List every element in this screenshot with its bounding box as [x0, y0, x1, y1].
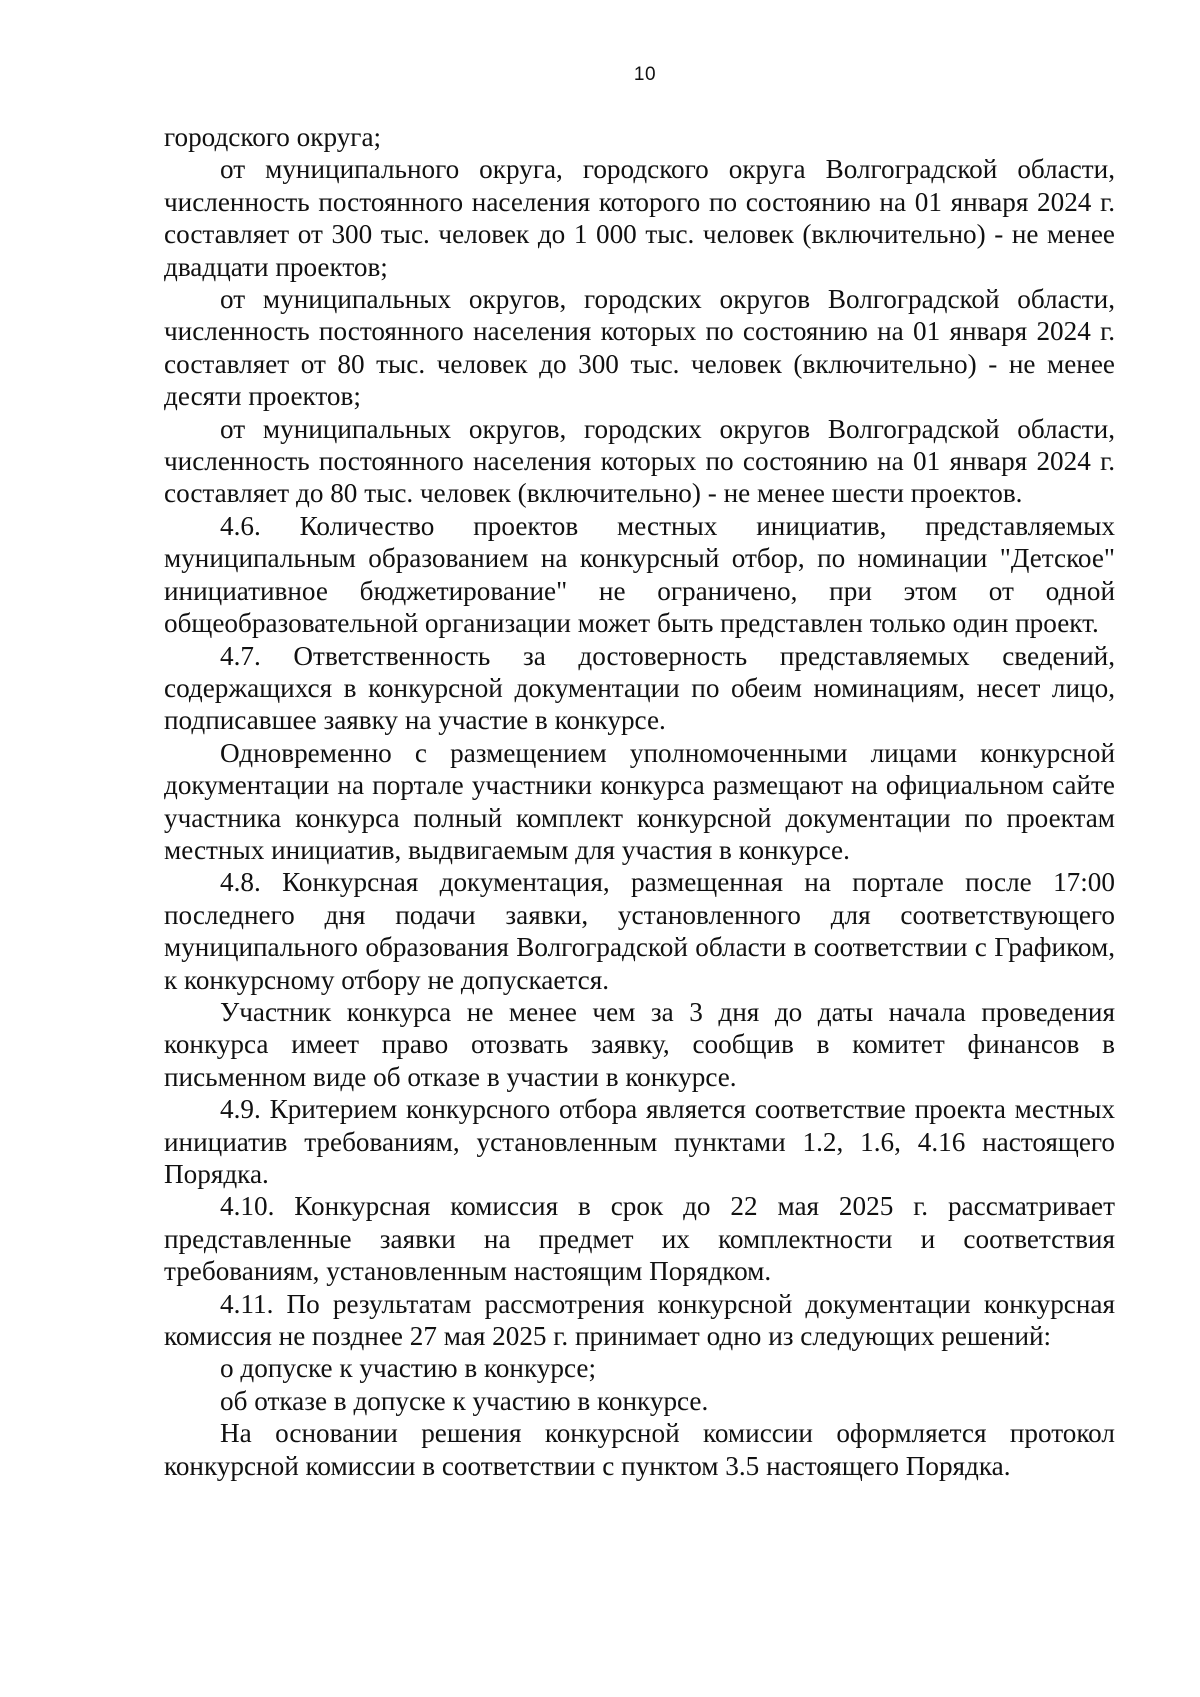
list-item: о допуске к участию в конкурсе;	[220, 1353, 597, 1384]
paragraph-4-10: 4.10. Конкурсная комиссия в срок до 22 мая 2025 г. рассматривает представленные заявки на предмет их комплектности и соответствия требованиям, установленным настоящим Порядком.	[164, 1191, 1115, 1287]
paragraph-4-9: 4.9. Критерием конкурсного отбора является соответствие проекта местных инициатив требованиям, установленным пунктами 1.2, 1.6, 4.16 настоящего Порядка.	[164, 1094, 1115, 1189]
paragraph-4-8: 4.8. Конкурсная документация, размещенная на портале после 17:00 последнего дня подачи заявки, установленного для соответствующего муниципального образования Волгоградской области в соответствии с Графиком, к конкурсному отбору не допускается.	[164, 867, 1115, 995]
document-body	[164, 121, 1115, 1482]
paragraph: от муниципальных округов, городских округов Волгоградской области, численность постоянного населения которых по состоянию на 01 января 2024 г. составляет от 80 тыс. человек до 300 тыс. человек (включительно) - не менее десяти проектов;	[164, 284, 1115, 412]
paragraph: Участник конкурса не менее чем за 3 дня до даты начала проведения конкурса имеет право отозвать заявку, сообщив в комитет финансов в письменном виде об отказе в участии в конкурсе.	[164, 996, 1115, 1092]
page-number: 10	[633, 64, 657, 85]
paragraph: от муниципального округа, городского округа Волгоградской области, численность постоянного населения которого по состоянию на 01 января 2024 г. составляет от 300 тыс. человек до 1 000 тыс. человек (включительно) - не менее двадцати проектов;	[164, 154, 1115, 282]
paragraph: от муниципальных округов, городских округов Волгоградской области, численность постоянного населения которых по состоянию на 01 января 2024 г. составляет до 80 тыс. человек (включительно) - не менее шести проектов.	[164, 413, 1115, 509]
paragraph-4-11: 4.11. По результатам рассмотрения конкурсной документации конкурсная комиссия не позднее 27 мая 2025 г. принимает одно из следующих решений:	[164, 1288, 1115, 1352]
paragraph-4-7: 4.7. Ответственность за достоверность представляемых сведений, содержащихся в конкурсной документации по обеим номинациям, несет лицо, подписавшее заявку на участие в конкурсе.	[164, 640, 1115, 736]
paragraph: На основании решения конкурсной комиссии оформляется протокол конкурсной комиссии в соответствии с пунктом 3.5 настоящего Порядка.	[164, 1418, 1115, 1481]
paragraph: Одновременно с размещением уполномоченными лицами конкурсной документации на портале участники конкурса размещают на официальном сайте участника конкурса полный комплект конкурсной документации по проектам местных инициатив, выдвигаемым для участия в конкурсе.	[164, 737, 1115, 865]
paragraph: городского округа;	[164, 122, 382, 152]
paragraph-4-6: 4.6. Количество проектов местных инициатив, представляемых муниципальным образованием на конкурсный отбор, по номинации "Детское" инициативное бюджетирование" не ограничено, при этом от одной общеобразовательной организации может быть представлен только один проект.	[164, 510, 1115, 639]
list-item: об отказе в допуске к участию в конкурсе.	[220, 1385, 709, 1416]
